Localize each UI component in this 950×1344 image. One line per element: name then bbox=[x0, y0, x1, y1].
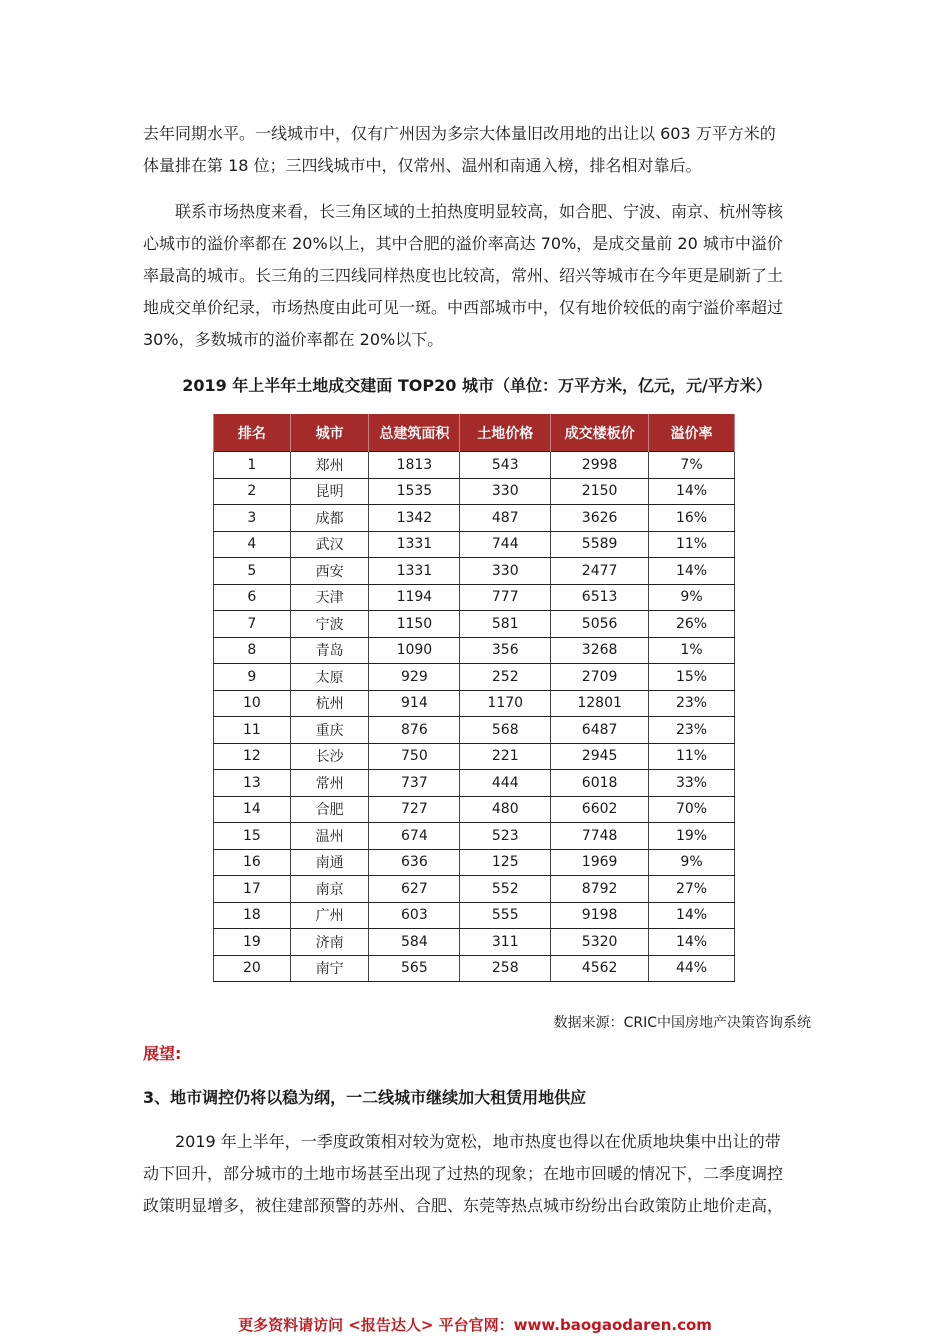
table-row bbox=[214, 743, 735, 770]
cell-floor-price: 12801 bbox=[551, 690, 649, 717]
cell-rank: 15 bbox=[214, 823, 291, 850]
cell-total-area: 1342 bbox=[369, 505, 460, 532]
cell-rank: 19 bbox=[214, 929, 291, 956]
cell-rank: 4 bbox=[214, 531, 291, 558]
header-total-area: 总建筑面积 bbox=[369, 414, 460, 452]
cell-land-price: 221 bbox=[460, 743, 551, 770]
cell-floor-price: 2998 bbox=[551, 452, 649, 479]
cell-floor-price: 2709 bbox=[551, 664, 649, 691]
cell-rank: 8 bbox=[214, 637, 291, 664]
cell-land-price: 311 bbox=[460, 929, 551, 956]
cell-total-area: 1331 bbox=[369, 531, 460, 558]
cell-land-price: 125 bbox=[460, 849, 551, 876]
cell-land-price: 480 bbox=[460, 796, 551, 823]
table-row bbox=[214, 611, 735, 638]
table-row bbox=[214, 664, 735, 691]
cell-premium-rate: 1% bbox=[649, 637, 735, 664]
text-line: 2019 年上半年，一季度政策相对较为宽松，地市热度也得以在优质地块集中出让的带 bbox=[175, 1132, 781, 1151]
cell-rank: 6 bbox=[214, 584, 291, 611]
table-row bbox=[214, 770, 735, 797]
outlook-label: 展望: bbox=[143, 1044, 182, 1063]
table-row bbox=[214, 531, 735, 558]
cell-land-price: 543 bbox=[460, 452, 551, 479]
cell-total-area: 1090 bbox=[369, 637, 460, 664]
cell-land-price: 1170 bbox=[460, 690, 551, 717]
table-row bbox=[214, 902, 735, 929]
cell-city: 西安 bbox=[290, 558, 369, 585]
cell-land-price: 555 bbox=[460, 902, 551, 929]
cell-rank: 16 bbox=[214, 849, 291, 876]
cell-city: 常州 bbox=[290, 770, 369, 797]
header-land-price: 土地价格 bbox=[460, 414, 551, 452]
top20-table bbox=[213, 414, 735, 982]
cell-total-area: 876 bbox=[369, 717, 460, 744]
cell-rank: 5 bbox=[214, 558, 291, 585]
cell-city: 济南 bbox=[290, 929, 369, 956]
cell-total-area: 636 bbox=[369, 849, 460, 876]
cell-rank: 1 bbox=[214, 452, 291, 479]
table-title: 2019 年上半年土地成交建面 TOP20 城市（单位：万平方米，亿元，元/平方米） bbox=[182, 376, 772, 395]
table-row bbox=[214, 478, 735, 505]
cell-city: 太原 bbox=[290, 664, 369, 691]
cell-total-area: 1150 bbox=[369, 611, 460, 638]
text-line: 30%，多数城市的溢价率都在 20%以下。 bbox=[143, 330, 444, 349]
cell-rank: 11 bbox=[214, 717, 291, 744]
cell-land-price: 444 bbox=[460, 770, 551, 797]
cell-total-area: 603 bbox=[369, 902, 460, 929]
header-rank: 排名 bbox=[214, 414, 291, 452]
cell-city: 广州 bbox=[290, 902, 369, 929]
cell-floor-price: 1969 bbox=[551, 849, 649, 876]
cell-land-price: 777 bbox=[460, 584, 551, 611]
cell-premium-rate: 14% bbox=[649, 478, 735, 505]
cell-city: 重庆 bbox=[290, 717, 369, 744]
text-line: 率最高的城市。长三角的三四线同样热度也比较高，常州、绍兴等城市在今年更是刷新了土 bbox=[143, 266, 784, 285]
text-line: 动下回升，部分城市的土地市场甚至出现了过热的现象；在地市回暖的情况下，二季度调控 bbox=[143, 1164, 784, 1183]
cell-rank: 10 bbox=[214, 690, 291, 717]
cell-total-area: 1331 bbox=[369, 558, 460, 585]
cell-floor-price: 3626 bbox=[551, 505, 649, 532]
cell-city: 武汉 bbox=[290, 531, 369, 558]
cell-premium-rate: 9% bbox=[649, 584, 735, 611]
cell-total-area: 727 bbox=[369, 796, 460, 823]
table-row bbox=[214, 452, 735, 479]
footer-website-link[interactable]: 更多资料请访问 <报告达人> 平台官网：www.baogaodaren.com bbox=[238, 1316, 712, 1334]
cell-rank: 18 bbox=[214, 902, 291, 929]
paragraph-policy bbox=[143, 1126, 811, 1222]
cell-city: 温州 bbox=[290, 823, 369, 850]
cell-city: 杭州 bbox=[290, 690, 369, 717]
paragraph-market-heat bbox=[143, 196, 811, 356]
cell-floor-price: 2477 bbox=[551, 558, 649, 585]
cell-rank: 3 bbox=[214, 505, 291, 532]
cell-floor-price: 6602 bbox=[551, 796, 649, 823]
cell-total-area: 737 bbox=[369, 770, 460, 797]
cell-total-area: 1194 bbox=[369, 584, 460, 611]
cell-premium-rate: 16% bbox=[649, 505, 735, 532]
table-row bbox=[214, 637, 735, 664]
text-line: 心城市的溢价率都在 20%以上，其中合肥的溢价率高达 70%，是成交量前 20 城市中溢价 bbox=[143, 234, 783, 253]
text-line: 政策明显增多，被住建部预警的苏州、合肥、东莞等热点城市纷纷出台政策防止地价走高， bbox=[143, 1196, 784, 1215]
cell-floor-price: 7748 bbox=[551, 823, 649, 850]
cell-total-area: 1813 bbox=[369, 452, 460, 479]
cell-land-price: 330 bbox=[460, 558, 551, 585]
cell-city: 天津 bbox=[290, 584, 369, 611]
cell-premium-rate: 7% bbox=[649, 452, 735, 479]
table-row bbox=[214, 584, 735, 611]
cell-floor-price: 8792 bbox=[551, 876, 649, 903]
cell-total-area: 914 bbox=[369, 690, 460, 717]
paragraph-intro bbox=[143, 118, 811, 182]
cell-city: 昆明 bbox=[290, 478, 369, 505]
cell-land-price: 356 bbox=[460, 637, 551, 664]
cell-city: 青岛 bbox=[290, 637, 369, 664]
table-header-row bbox=[214, 414, 735, 452]
cell-premium-rate: 23% bbox=[649, 717, 735, 744]
cell-total-area: 1535 bbox=[369, 478, 460, 505]
cell-premium-rate: 44% bbox=[649, 955, 735, 982]
cell-land-price: 258 bbox=[460, 955, 551, 982]
cell-land-price: 330 bbox=[460, 478, 551, 505]
cell-land-price: 487 bbox=[460, 505, 551, 532]
cell-floor-price: 5589 bbox=[551, 531, 649, 558]
table-row bbox=[214, 690, 735, 717]
cell-land-price: 568 bbox=[460, 717, 551, 744]
cell-premium-rate: 14% bbox=[649, 558, 735, 585]
table-row bbox=[214, 929, 735, 956]
cell-city: 长沙 bbox=[290, 743, 369, 770]
cell-land-price: 523 bbox=[460, 823, 551, 850]
cell-premium-rate: 11% bbox=[649, 531, 735, 558]
cell-land-price: 552 bbox=[460, 876, 551, 903]
cell-floor-price: 5056 bbox=[551, 611, 649, 638]
cell-rank: 14 bbox=[214, 796, 291, 823]
header-premium-rate: 溢价率 bbox=[649, 414, 735, 452]
cell-city: 郑州 bbox=[290, 452, 369, 479]
header-floor-price: 成交楼板价 bbox=[551, 414, 649, 452]
cell-premium-rate: 14% bbox=[649, 902, 735, 929]
cell-premium-rate: 19% bbox=[649, 823, 735, 850]
text-line: 去年同期水平。一线城市中，仅有广州因为多宗大体量旧改用地的出让以 603 万平方米的 bbox=[143, 124, 776, 143]
cell-rank: 7 bbox=[214, 611, 291, 638]
cell-city: 成都 bbox=[290, 505, 369, 532]
cell-city: 合肥 bbox=[290, 796, 369, 823]
cell-land-price: 744 bbox=[460, 531, 551, 558]
cell-floor-price: 3268 bbox=[551, 637, 649, 664]
cell-city: 南宁 bbox=[290, 955, 369, 982]
table-row bbox=[214, 558, 735, 585]
cell-rank: 2 bbox=[214, 478, 291, 505]
cell-city: 宁波 bbox=[290, 611, 369, 638]
cell-premium-rate: 15% bbox=[649, 664, 735, 691]
table-row bbox=[214, 849, 735, 876]
cell-land-price: 252 bbox=[460, 664, 551, 691]
cell-premium-rate: 70% bbox=[649, 796, 735, 823]
table-row bbox=[214, 796, 735, 823]
cell-total-area: 627 bbox=[369, 876, 460, 903]
header-city: 城市 bbox=[290, 414, 369, 452]
cell-rank: 9 bbox=[214, 664, 291, 691]
table-row bbox=[214, 955, 735, 982]
cell-premium-rate: 23% bbox=[649, 690, 735, 717]
cell-floor-price: 6513 bbox=[551, 584, 649, 611]
text-line: 联系市场热度来看，长三角区域的土拍热度明显较高，如合肥、宁波、南京、杭州等核 bbox=[175, 202, 784, 221]
data-source: 数据来源：CRIC中国房地产决策咨询系统 bbox=[553, 1015, 811, 1031]
table-row bbox=[214, 505, 735, 532]
cell-premium-rate: 26% bbox=[649, 611, 735, 638]
cell-floor-price: 5320 bbox=[551, 929, 649, 956]
text-line: 体量排在第 18 位；三四线城市中，仅常州、温州和南通入榜，排名相对靠后。 bbox=[143, 156, 702, 175]
cell-land-price: 581 bbox=[460, 611, 551, 638]
cell-total-area: 565 bbox=[369, 955, 460, 982]
cell-premium-rate: 9% bbox=[649, 849, 735, 876]
table-row bbox=[214, 717, 735, 744]
cell-floor-price: 9198 bbox=[551, 902, 649, 929]
cell-premium-rate: 11% bbox=[649, 743, 735, 770]
text-line: 地成交单价纪录，市场热度由此可见一斑。中西部城市中，仅有地价较低的南宁溢价率超过 bbox=[143, 298, 784, 317]
cell-total-area: 674 bbox=[369, 823, 460, 850]
cell-floor-price: 6487 bbox=[551, 717, 649, 744]
cell-city: 南京 bbox=[290, 876, 369, 903]
cell-rank: 12 bbox=[214, 743, 291, 770]
cell-premium-rate: 27% bbox=[649, 876, 735, 903]
section-heading: 3、地市调控仍将以稳为纲，一二线城市继续加大租赁用地供应 bbox=[143, 1088, 587, 1107]
cell-rank: 17 bbox=[214, 876, 291, 903]
cell-premium-rate: 33% bbox=[649, 770, 735, 797]
cell-total-area: 584 bbox=[369, 929, 460, 956]
table-row bbox=[214, 876, 735, 903]
cell-total-area: 750 bbox=[369, 743, 460, 770]
cell-floor-price: 4562 bbox=[551, 955, 649, 982]
cell-total-area: 929 bbox=[369, 664, 460, 691]
cell-floor-price: 2150 bbox=[551, 478, 649, 505]
cell-floor-price: 6018 bbox=[551, 770, 649, 797]
cell-floor-price: 2945 bbox=[551, 743, 649, 770]
table-row bbox=[214, 823, 735, 850]
cell-rank: 20 bbox=[214, 955, 291, 982]
cell-city: 南通 bbox=[290, 849, 369, 876]
cell-premium-rate: 14% bbox=[649, 929, 735, 956]
cell-rank: 13 bbox=[214, 770, 291, 797]
